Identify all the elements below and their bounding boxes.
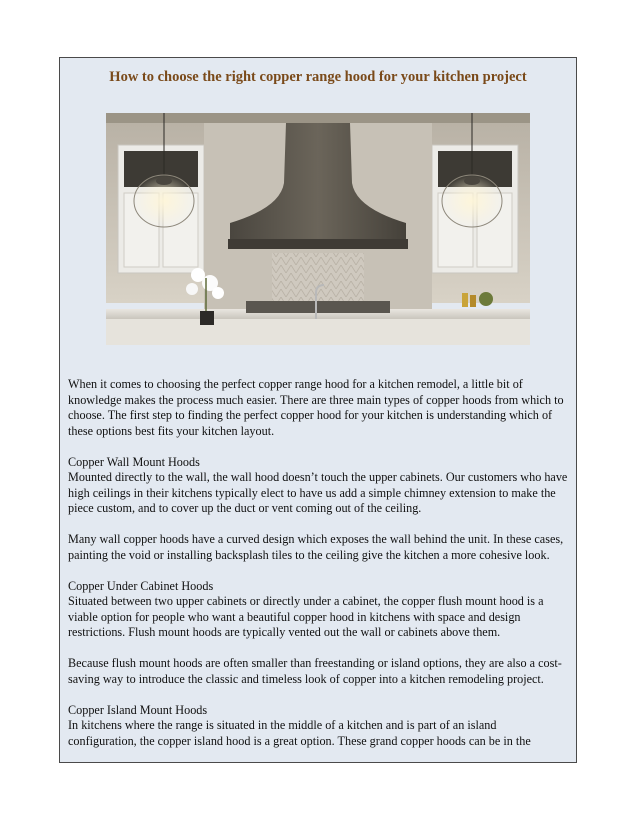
section-heading: Copper Wall Mount Hoods	[68, 454, 200, 469]
document-title: How to choose the right copper range hood for your kitchen project	[109, 69, 527, 85]
paragraph-text: Situated between two upper cabinets or directly under a cabinet, the copper flush mount hood is a viable option for people who want a beautiful copper hood in kitchens with space and design restrictions. Flush mount hoods are typically vented out the wall or cabinets above them.	[68, 594, 544, 639]
paragraph-wall-mount	[68, 455, 568, 517]
paragraph-under-cabinet	[68, 579, 568, 641]
kitchen-photo	[106, 113, 530, 345]
paragraph-text: Because flush mount hoods are often smaller than freestanding or island options, they are also a cost-saving way to introduce the classic and timeless look of copper into a kitchen remodeling project.	[68, 656, 562, 686]
paragraph-text: In kitchens where the range is situated in the middle of a kitchen and is part of an island configuration, the copper island hood is a great option. These grand copper hoods can be in the	[68, 718, 531, 748]
section-heading: Copper Under Cabinet Hoods	[68, 578, 214, 593]
paragraph-text: When it comes to choosing the perfect copper range hood for a kitchen remodel, a little bit of knowledge makes the process much easier. There are three main types of copper hoods from which to choose. The first step to finding the perfect copper hood for your kitchen is understanding which of these options best fits your kitchen layout.	[68, 377, 564, 438]
paragraph-island-mount	[68, 703, 568, 750]
content-frame	[59, 57, 577, 763]
paragraph-text: Mounted directly to the wall, the wall hood doesn’t touch the upper cabinets. Our customers who have high ceilings in their kitchens typically elect to have us add a simple chimney extension to make the piece custom, and to cover up the duct or vent coming out of the ceiling.	[68, 470, 568, 515]
paragraph-intro	[68, 377, 568, 439]
paragraph-wall-mount-design	[68, 532, 568, 563]
article-body	[68, 377, 568, 765]
paragraph-flush-mount-cost	[68, 656, 568, 687]
paragraph-text: Many wall copper hoods have a curved design which exposes the wall behind the unit. In these cases, painting the void or installing backsplash tiles to the ceiling give the kitchen a more cohesive look.	[68, 532, 564, 562]
section-heading: Copper Island Mount Hoods	[68, 702, 208, 717]
